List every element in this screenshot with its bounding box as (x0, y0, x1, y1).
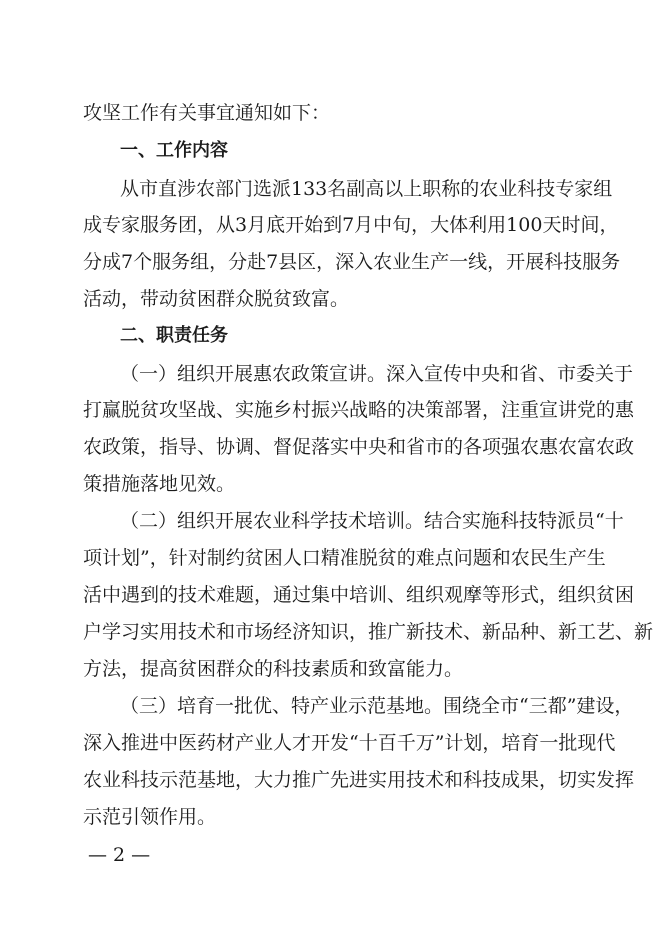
page-number: — 2 — (88, 844, 151, 866)
text-line: 方法，提高贫困群众的科技素质和致富能力。 (83, 658, 464, 680)
text-line: 分成7个服务组，分赴7县区，深入农业生产一线，开展科技服务 (83, 251, 621, 273)
text-line: 活动，带动贫困群众脱贫致富。 (83, 288, 350, 310)
text-line: 打赢脱贫攻坚战、实施乡村振兴战略的决策部署，注重宣讲党的惠 (83, 399, 635, 421)
text-line: 农政策，指导、协调、督促落实中央和省市的各项强农惠农富农政 (83, 436, 635, 458)
text-line: 深入推进中医药材产业人才开发“十百千万”计划，培育一批现代 (83, 732, 616, 754)
text-line: 从市直涉农部门选派133名副高以上职称的农业科技专家组 (120, 178, 613, 200)
text-line: 活中遇到的技术难题，通过集中培训、组织观摩等形式，组织贫困 (83, 584, 635, 606)
text-line: 示范引领作用。 (83, 806, 217, 828)
text-line: 攻坚工作有关事宜通知如下： (83, 102, 331, 124)
text-line: 农业科技示范基地，大力推广先进实用技术和科技成果，切实发挥 (83, 769, 635, 791)
text-line: 项计划”，针对制约贫困人口精准脱贫的难点问题和农民生产生 (83, 547, 606, 569)
text-line: 户学习实用技术和市场经济知识，推广新技术、新品种、新工艺、新 (83, 621, 654, 643)
section-heading: 一、工作内容 (120, 140, 228, 161)
text-line: （二）组织开展农业科学技术培训。结合实施科技特派员“十 (120, 510, 624, 532)
section-heading: 二、职责任务 (120, 325, 228, 346)
text-line: 成专家服务团，从3月底开始到7月中旬，大体利用100天时间， (83, 214, 619, 236)
text-line: （三）培育一批优、特产业示范基地。围绕全市“三都”建设， (120, 695, 634, 717)
text-line: 策措施落地见效。 (83, 473, 236, 495)
text-line: （一）组织开展惠农政策宣讲。深入宣传中央和省、市委关于 (120, 363, 634, 385)
